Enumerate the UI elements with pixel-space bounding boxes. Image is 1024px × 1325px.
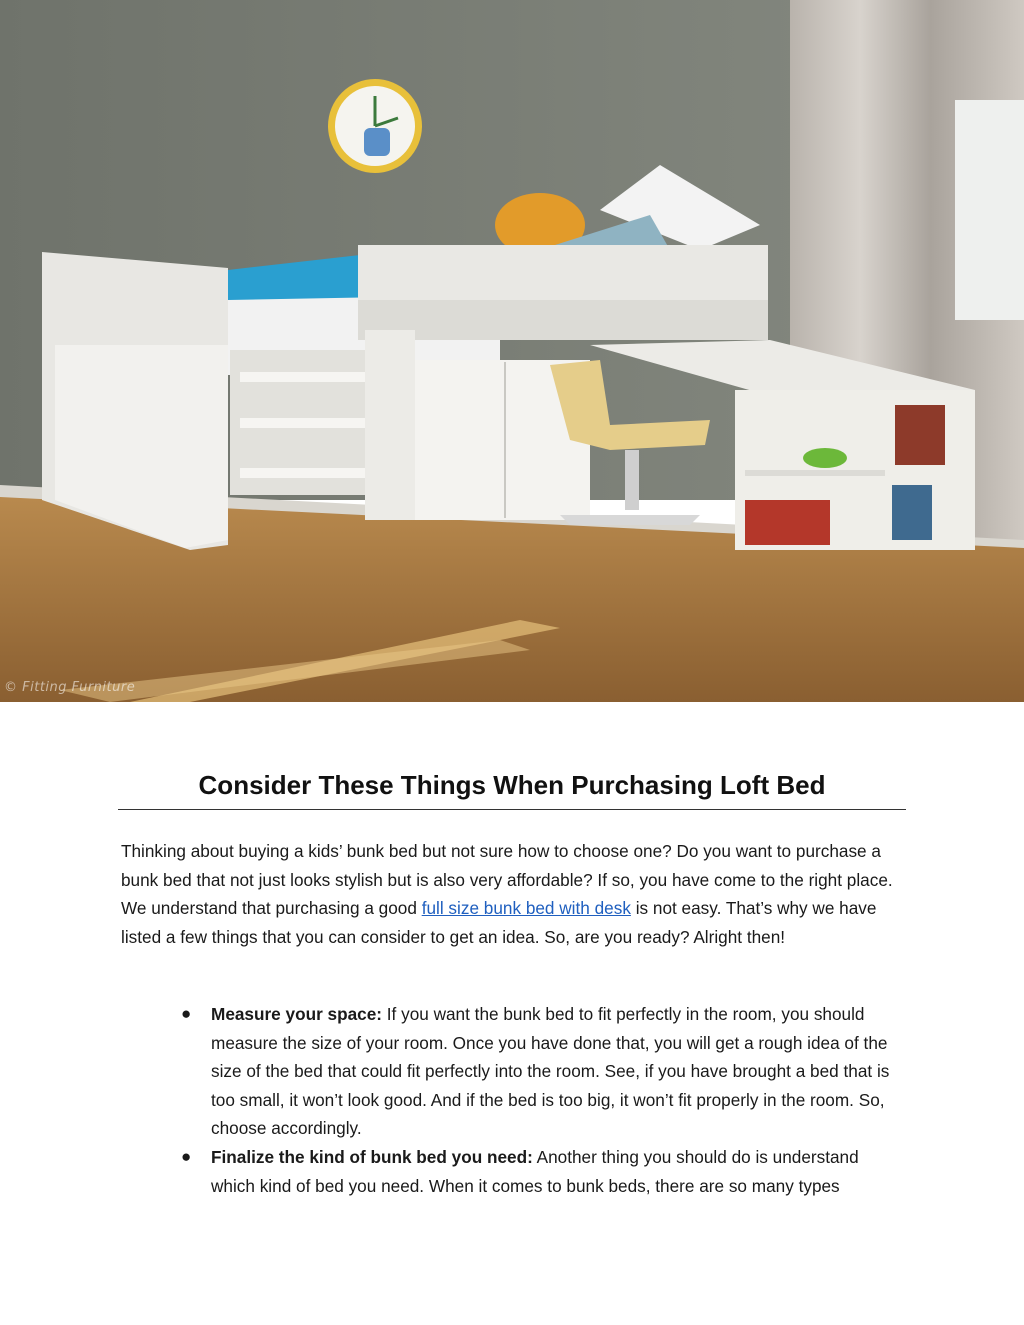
list-item-text: Another thing you should do is understand which kind of bed you need. When it comes to bunk beds, there are so many types — [211, 1146, 859, 1196]
intro-text-2: is not easy. That’s why we have listed a few things that you can consider to get an idea. So, are you ready? Alright then! — [121, 898, 877, 947]
bullet-icon: ● — [181, 1004, 192, 1023]
list-item — [181, 1000, 901, 1143]
intro-paragraph — [121, 837, 906, 951]
page-title: Consider These Things When Purchasing Loft Bed — [118, 770, 906, 810]
watermark-text: © Fitting Furniture — [4, 680, 136, 695]
list-item — [181, 1143, 901, 1200]
intro-text-1: Thinking about buying a kids’ bunk bed but not sure how to choose one? Do you want to purchase a bunk bed that not just looks stylish but is also very affordable? If so, you have come to the right place. We understand that purchasing a good — [121, 841, 893, 919]
list-item-heading: Measure your space: — [211, 1004, 382, 1024]
bunk-bed-link[interactable]: full size bunk bed with desk — [421, 898, 631, 919]
list-item-text: If you want the bunk bed to fit perfectly in the room, you should measure the size of your room. Once you have done that, you will get a rough idea of the size of the bed that could fit perfectly into the room. See, if you have brought a bed that is too small, it won’t look good. And if the bed is too big, it won’t fit properly in the room. So, choose accordingly. — [211, 1004, 890, 1139]
bullet-icon: ● — [181, 1146, 192, 1166]
list-item-heading: Finalize the kind of bunk bed you need: — [211, 1146, 533, 1167]
tips-list — [181, 1000, 901, 1200]
